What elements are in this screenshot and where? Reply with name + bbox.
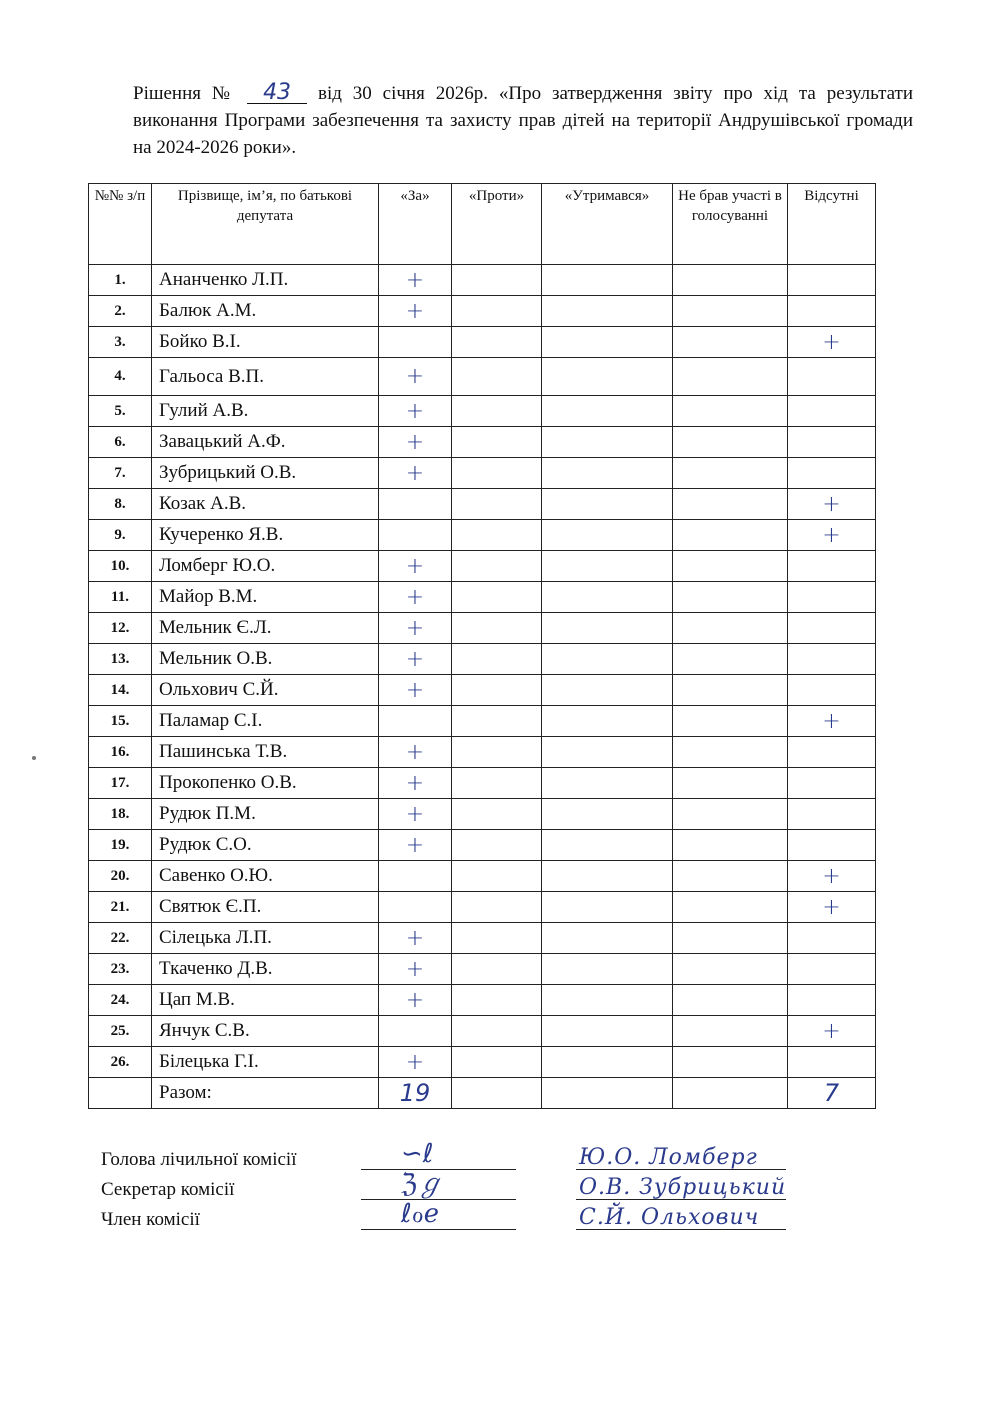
header-number: №№ з/п [89, 184, 152, 265]
deputy-name: Ломберг Ю.О. [152, 551, 379, 582]
vote-abstained-mark [542, 551, 673, 582]
vote-abstained-mark [542, 1016, 673, 1047]
not-voted-mark [673, 830, 788, 861]
row-number: 11. [89, 582, 152, 613]
vote-for-mark: + [379, 799, 452, 830]
not-voted-mark [673, 954, 788, 985]
absent-mark [788, 358, 876, 396]
table-row [89, 644, 876, 675]
row-number: 8. [89, 489, 152, 520]
deputy-name: Святюк Є.П. [152, 892, 379, 923]
row-number: 25. [89, 1016, 152, 1047]
absent-mark [788, 954, 876, 985]
absent-mark: + [788, 520, 876, 551]
row-number: 4. [89, 358, 152, 396]
absent-mark [788, 923, 876, 954]
vote-for-mark [379, 706, 452, 737]
vote-for-mark: + [379, 675, 452, 706]
absent-mark [788, 675, 876, 706]
row-number: 24. [89, 985, 152, 1016]
deputy-name: Янчук С.В. [152, 1016, 379, 1047]
deputy-name: Гулий А.В. [152, 396, 379, 427]
table-row [89, 1016, 876, 1047]
vote-abstained-mark [542, 458, 673, 489]
not-voted-mark [673, 265, 788, 296]
role-secretary: Секретар комісії [101, 1179, 235, 1200]
not-voted-mark [673, 892, 788, 923]
total-not-voted [673, 1078, 788, 1109]
row-number: 13. [89, 644, 152, 675]
total-against [452, 1078, 542, 1109]
table-row [89, 675, 876, 706]
vote-abstained-mark [542, 675, 673, 706]
deputy-name: Сілецька Л.П. [152, 923, 379, 954]
table-row [89, 923, 876, 954]
deputy-name: Козак А.В. [152, 489, 379, 520]
row-number: 2. [89, 296, 152, 327]
absent-mark: + [788, 489, 876, 520]
not-voted-mark [673, 582, 788, 613]
row-number: 22. [89, 923, 152, 954]
table-header-row [89, 184, 876, 265]
vote-against-mark [452, 892, 542, 923]
total-for: 19 [379, 1078, 452, 1109]
vote-abstained-mark [542, 861, 673, 892]
signature-row-chair [101, 1139, 861, 1175]
signature-scribble-icon: ∽ℓ [401, 1139, 434, 1169]
not-voted-mark [673, 327, 788, 358]
vote-against-mark [452, 830, 542, 861]
vote-against-mark [452, 675, 542, 706]
table-row [89, 861, 876, 892]
row-number: 9. [89, 520, 152, 551]
deputy-name: Бойко В.І. [152, 327, 379, 358]
vote-against-mark [452, 954, 542, 985]
not-voted-mark [673, 985, 788, 1016]
header-not-voted: Не брав участі в голосуванні [673, 184, 788, 265]
row-number: 10. [89, 551, 152, 582]
total-empty-cell [89, 1078, 152, 1109]
vote-abstained-mark [542, 644, 673, 675]
decision-title: від 30 січня 2026р. «Про затвердження звіту про хід та результати виконання Програми забезпечення та захисту прав дітей на території Андрушівської громади на 2024-2026 роки». [133, 83, 914, 158]
vote-for-mark: + [379, 644, 452, 675]
signature-scribble-icon: ℓℴℯ [401, 1199, 440, 1229]
role-member: Член комісії [101, 1209, 200, 1230]
vote-for-mark [379, 489, 452, 520]
vote-against-mark [452, 296, 542, 327]
vote-against-mark [452, 427, 542, 458]
vote-against-mark [452, 613, 542, 644]
table-row [89, 396, 876, 427]
absent-mark [788, 296, 876, 327]
absent-mark [788, 737, 876, 768]
decision-number-handwritten: 43 [247, 83, 307, 104]
absent-mark: + [788, 861, 876, 892]
not-voted-mark [673, 1016, 788, 1047]
deputy-name: Савенко О.Ю. [152, 861, 379, 892]
deputy-name: Кучеренко Я.В. [152, 520, 379, 551]
vote-abstained-mark [542, 737, 673, 768]
scan-speck-icon [32, 756, 36, 760]
signature-row-member [101, 1199, 861, 1235]
table-row [89, 706, 876, 737]
deputy-name: Мельник Є.Л. [152, 613, 379, 644]
table-row [89, 737, 876, 768]
signature-block [101, 1139, 861, 1235]
decision-heading [133, 80, 913, 161]
vote-for-mark: + [379, 830, 452, 861]
vote-for-mark [379, 327, 452, 358]
header-against: «Проти» [452, 184, 542, 265]
vote-for-mark: + [379, 458, 452, 489]
vote-abstained-mark [542, 582, 673, 613]
table-row [89, 358, 876, 396]
not-voted-mark [673, 427, 788, 458]
not-voted-mark [673, 799, 788, 830]
absent-mark [788, 458, 876, 489]
absent-mark [788, 265, 876, 296]
decision-prefix: Рішення № [133, 83, 237, 104]
absent-mark: + [788, 327, 876, 358]
row-number: 19. [89, 830, 152, 861]
vote-abstained-mark [542, 799, 673, 830]
vote-for-mark: + [379, 358, 452, 396]
vote-against-mark [452, 861, 542, 892]
handwritten-name-member: С.Й. Ольхович [579, 1205, 760, 1230]
vote-abstained-mark [542, 265, 673, 296]
vote-against-mark [452, 706, 542, 737]
table-row [89, 427, 876, 458]
absent-mark [788, 644, 876, 675]
vote-against-mark [452, 265, 542, 296]
not-voted-mark [673, 458, 788, 489]
role-chair: Голова лічильної комісії [101, 1149, 297, 1170]
row-number: 18. [89, 799, 152, 830]
not-voted-mark [673, 675, 788, 706]
table-row [89, 296, 876, 327]
vote-for-mark: + [379, 1047, 452, 1078]
deputy-name: Балюк А.М. [152, 296, 379, 327]
header-abstained: «Утримався» [542, 184, 673, 265]
vote-table-body [89, 265, 876, 1078]
row-number: 12. [89, 613, 152, 644]
table-row [89, 830, 876, 861]
vote-against-mark [452, 923, 542, 954]
vote-abstained-mark [542, 489, 673, 520]
not-voted-mark [673, 861, 788, 892]
vote-for-mark: + [379, 985, 452, 1016]
vote-for-mark: + [379, 923, 452, 954]
absent-mark [788, 551, 876, 582]
table-row [89, 1047, 876, 1078]
table-row [89, 768, 876, 799]
vote-abstained-mark [542, 954, 673, 985]
vote-against-mark [452, 1047, 542, 1078]
header-name: Прізвище, ім’я, по батькові депутата [152, 184, 379, 265]
not-voted-mark [673, 644, 788, 675]
total-label: Разом: [152, 1078, 379, 1109]
vote-against-mark [452, 327, 542, 358]
vote-for-mark: + [379, 582, 452, 613]
vote-for-mark: + [379, 396, 452, 427]
not-voted-mark [673, 1047, 788, 1078]
deputy-name: Зубрицький О.В. [152, 458, 379, 489]
not-voted-mark [673, 551, 788, 582]
not-voted-mark [673, 737, 788, 768]
vote-abstained-mark [542, 296, 673, 327]
row-number: 15. [89, 706, 152, 737]
deputy-name: Ольхович С.Й. [152, 675, 379, 706]
table-row [89, 954, 876, 985]
not-voted-mark [673, 396, 788, 427]
table-row [89, 985, 876, 1016]
vote-for-mark [379, 1016, 452, 1047]
vote-for-mark: + [379, 296, 452, 327]
header-for: «За» [379, 184, 452, 265]
deputy-name: Ткаченко Д.В. [152, 954, 379, 985]
vote-against-mark [452, 737, 542, 768]
deputy-name: Паламар С.І. [152, 706, 379, 737]
vote-abstained-mark [542, 768, 673, 799]
vote-for-mark: + [379, 737, 452, 768]
not-voted-mark [673, 923, 788, 954]
vote-against-mark [452, 551, 542, 582]
row-number: 1. [89, 265, 152, 296]
signature-line [361, 1229, 516, 1230]
deputy-name: Рудюк П.М. [152, 799, 379, 830]
absent-mark: + [788, 706, 876, 737]
row-number: 21. [89, 892, 152, 923]
vote-abstained-mark [542, 327, 673, 358]
vote-for-mark [379, 861, 452, 892]
row-number: 16. [89, 737, 152, 768]
total-absent: 7 [788, 1078, 876, 1109]
deputy-name: Ананченко Л.П. [152, 265, 379, 296]
absent-mark [788, 799, 876, 830]
vote-abstained-mark [542, 396, 673, 427]
table-row [89, 551, 876, 582]
vote-for-mark: + [379, 954, 452, 985]
handwritten-name-chair: Ю.О. Ломберг [579, 1145, 758, 1170]
vote-for-mark [379, 520, 452, 551]
deputy-name: Майор В.М. [152, 582, 379, 613]
row-number: 3. [89, 327, 152, 358]
vote-for-mark: + [379, 613, 452, 644]
absent-mark [788, 582, 876, 613]
not-voted-mark [673, 520, 788, 551]
header-absent: Відсутні [788, 184, 876, 265]
table-row [89, 582, 876, 613]
absent-mark [788, 985, 876, 1016]
row-number: 17. [89, 768, 152, 799]
handwritten-name-secretary: О.В. Зубрицький [579, 1175, 787, 1200]
not-voted-mark [673, 489, 788, 520]
vote-against-mark [452, 358, 542, 396]
vote-for-mark: + [379, 768, 452, 799]
vote-against-mark [452, 582, 542, 613]
vote-against-mark [452, 458, 542, 489]
deputy-name: Цап М.В. [152, 985, 379, 1016]
table-row [89, 458, 876, 489]
vote-for-mark [379, 892, 452, 923]
row-number: 6. [89, 427, 152, 458]
row-number: 26. [89, 1047, 152, 1078]
not-voted-mark [673, 296, 788, 327]
total-row [89, 1078, 876, 1109]
total-abstained [542, 1078, 673, 1109]
row-number: 23. [89, 954, 152, 985]
deputy-name: Гальоса В.П. [152, 358, 379, 396]
absent-mark [788, 830, 876, 861]
vote-for-mark: + [379, 265, 452, 296]
vote-against-mark [452, 768, 542, 799]
deputy-name: Пашинська Т.В. [152, 737, 379, 768]
deputy-name: Білецька Г.І. [152, 1047, 379, 1078]
not-voted-mark [673, 613, 788, 644]
vote-abstained-mark [542, 706, 673, 737]
vote-abstained-mark [542, 520, 673, 551]
deputy-name: Прокопенко О.В. [152, 768, 379, 799]
vote-against-mark [452, 520, 542, 551]
vote-for-mark: + [379, 427, 452, 458]
not-voted-mark [673, 706, 788, 737]
row-number: 14. [89, 675, 152, 706]
signature-row-secretary [101, 1169, 861, 1205]
absent-mark [788, 427, 876, 458]
deputy-name: Рудюк С.О. [152, 830, 379, 861]
row-number: 7. [89, 458, 152, 489]
row-number: 5. [89, 396, 152, 427]
vote-against-mark [452, 644, 542, 675]
table-row [89, 489, 876, 520]
vote-against-mark [452, 799, 542, 830]
vote-against-mark [452, 396, 542, 427]
deputy-name: Завацький А.Ф. [152, 427, 379, 458]
vote-abstained-mark [542, 923, 673, 954]
vote-abstained-mark [542, 830, 673, 861]
table-row [89, 327, 876, 358]
vote-abstained-mark [542, 892, 673, 923]
vote-abstained-mark [542, 358, 673, 396]
vote-against-mark [452, 985, 542, 1016]
signature-scribble-icon: ℨℊ [401, 1169, 444, 1199]
absent-mark [788, 1047, 876, 1078]
vote-abstained-mark [542, 1047, 673, 1078]
table-row [89, 265, 876, 296]
table-row [89, 799, 876, 830]
vote-abstained-mark [542, 427, 673, 458]
absent-mark: + [788, 1016, 876, 1047]
vote-abstained-mark [542, 613, 673, 644]
vote-against-mark [452, 1016, 542, 1047]
not-voted-mark [673, 768, 788, 799]
table-row [89, 613, 876, 644]
vote-table [88, 183, 876, 1109]
absent-mark: + [788, 892, 876, 923]
deputy-name: Мельник О.В. [152, 644, 379, 675]
table-row [89, 520, 876, 551]
not-voted-mark [673, 358, 788, 396]
vote-for-mark: + [379, 551, 452, 582]
absent-mark [788, 613, 876, 644]
vote-abstained-mark [542, 985, 673, 1016]
absent-mark [788, 768, 876, 799]
absent-mark [788, 396, 876, 427]
table-row [89, 892, 876, 923]
row-number: 20. [89, 861, 152, 892]
vote-against-mark [452, 489, 542, 520]
